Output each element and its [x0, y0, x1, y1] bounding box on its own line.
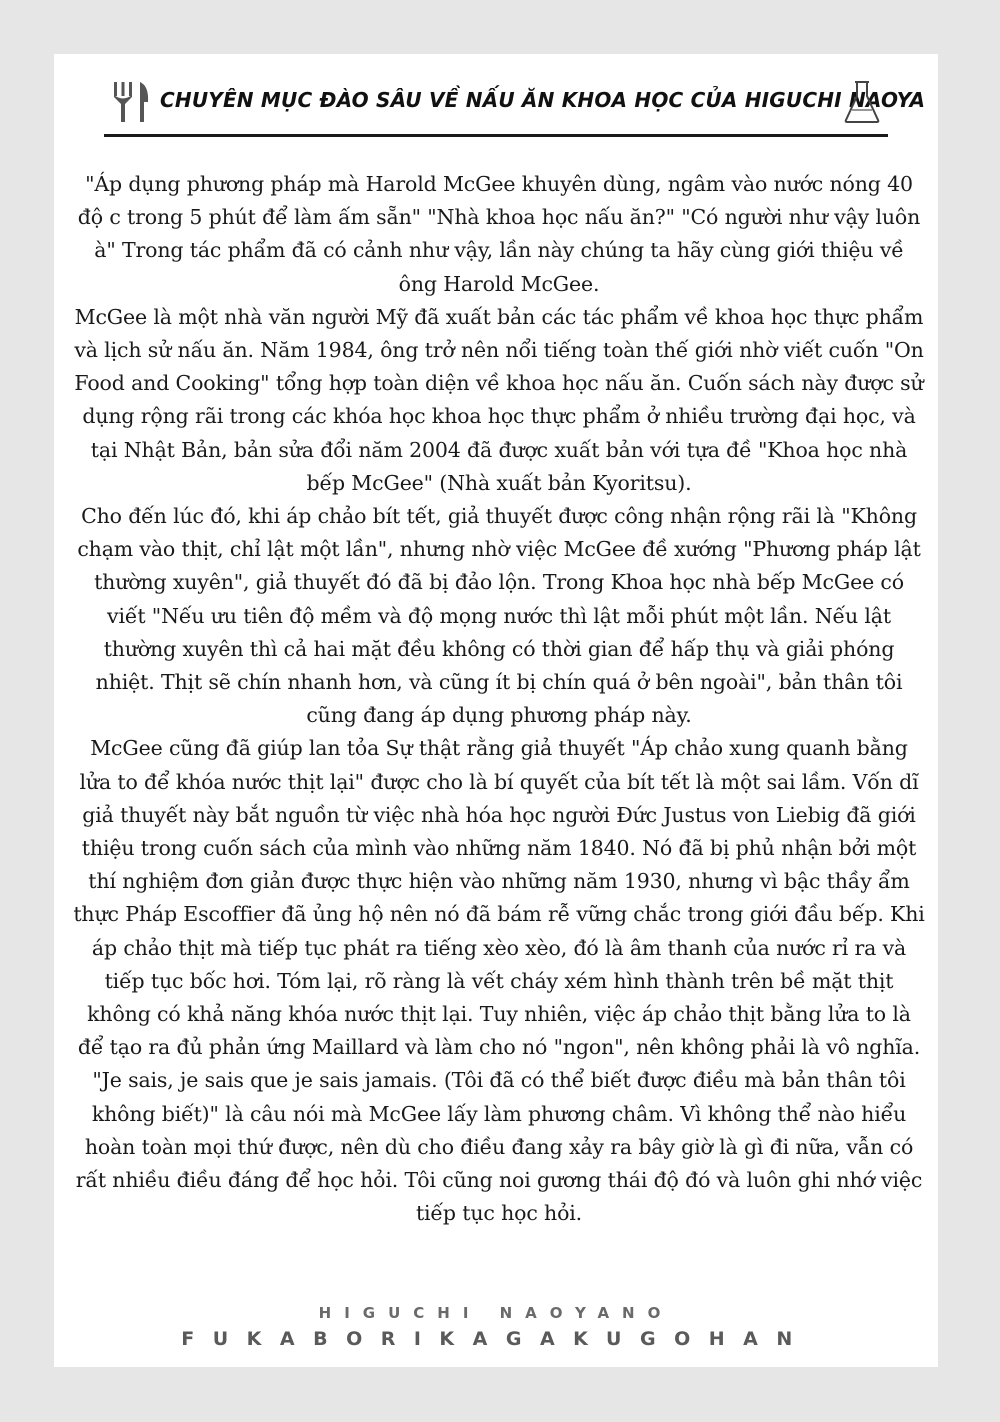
- paragraph-motto: "Je sais, je sais que je sais jamais. (Tôi đã có thể biết được điều mà bản thân tôi không biết)" là câu nói mà McGee lấy làm phương châm. Vì không thể nào hiểu hoàn toàn mọi thứ được, nên dù cho điều đang xảy ra bây giờ là gì đi nữa, vẫn có rất nhiều điều đáng để học hỏi. Tôi cũng noi gương thái độ đó và luôn ghi nhớ việc tiếp tục học hỏi.: [75, 1068, 923, 1226]
- footer-series-line: FUKABORIKAGAKUGOHAN: [181, 1328, 811, 1350]
- column-header: [104, 78, 926, 140]
- footer-author-line: HIGUCHI NAOYANO: [318, 1304, 674, 1322]
- column-page: [54, 54, 938, 1367]
- paragraph-searing-myth: McGee cũng đã giúp lan tỏa Sự thật rằng giả thuyết "Áp chảo xung quanh bằng lửa to để khóa nước thịt lại" được cho là bí quyết của bít tết là một sai lầm. Vốn dĩ giả thuyết này bắt nguồn từ việc nhà hóa học người Đức Justus von Liebig đã giới thiệu trong cuốn sách của mình vào những năm 1840. Nó đã bị phủ nhận bởi một thí nghiệm đơn giản được thực hiện vào những năm 1930, nhưng vì bậc thầy ẩm thực Pháp Escoffier đã ủng hộ nên nó đã bám rễ vững chắc trong giới đầu bếp. Khi áp chảo thịt mà tiếp tục phát ra tiếng xèo xèo, đó là âm thanh của nước rỉ ra và tiếp tục bốc hơi. Tóm lại, rõ ràng là vết cháy xém hình thành trên bề mặt thịt không có khả năng khóa nước thịt lại. Tuy nhiên, việc áp chảo thịt bằng lửa to là để tạo ra đủ phản ứng Maillard và làm cho nó "ngon", nên không phải là vô nghĩa.: [73, 736, 925, 1060]
- article-body: [72, 168, 926, 1231]
- header-rule: [104, 134, 888, 137]
- paragraph-about-mcgee: McGee là một nhà văn người Mỹ đã xuất bản các tác phẩm về khoa học thực phẩm và lịch sử nấu ăn. Năm 1984, ông trở nên nổi tiếng toàn thế giới nhờ viết cuốn "On Food and Cooking" tổng hợp toàn diện về khoa học nấu ăn. Cuốn sách này được sử dụng rộng rãi trong các khóa học khoa học thực phẩm ở nhiều trường đại học, và tại Nhật Bản, bản sửa đổi năm 2004 đã được xuất bản với tựa đề "Khoa học nhà bếp McGee" (Nhà xuất bản Kyoritsu).: [74, 304, 924, 495]
- column-title: CHUYÊN MỤC ĐÀO SÂU VỀ NẤU ĂN KHOA HỌC CỦA HIGUCHI NAOYA: [160, 88, 926, 112]
- fork-icon: [112, 82, 134, 122]
- paragraph-intro: "Áp dụng phương pháp mà Harold McGee khuyên dùng, ngâm vào nước nóng 40 độ c trong 5 phút để làm ấm sẵn" "Nhà khoa học nấu ăn?" "Có người như vậy luôn à" Trong tác phẩm đã có cảnh như vậy, lần này chúng ta hãy cùng giới thiệu về ông Harold McGee.: [77, 172, 921, 296]
- paragraph-flipping-method: Cho đến lúc đó, khi áp chảo bít tết, giả thuyết được công nhận rộng rãi là "Không chạm vào thịt, chỉ lật một lần", nhưng nhờ việc McGee đề xướng "Phương pháp lật thường xuyên", giả thuyết đó đã bị đảo lộn. Trong Khoa học nhà bếp McGee có viết "Nếu ưu tiên độ mềm và độ mọng nước thì lật mỗi phút một lần. Nếu lật thường xuyên thì cả hai mặt đều không có thời gian để hấp thụ và giải phóng nhiệt. Thịt sẽ chín nhanh hơn, và cũng ít bị chín quá ở bên ngoài", bản thân tôi cũng đang áp dụng phương pháp này.: [77, 504, 921, 728]
- knife-icon: [138, 82, 150, 122]
- flask-icon: [844, 80, 880, 124]
